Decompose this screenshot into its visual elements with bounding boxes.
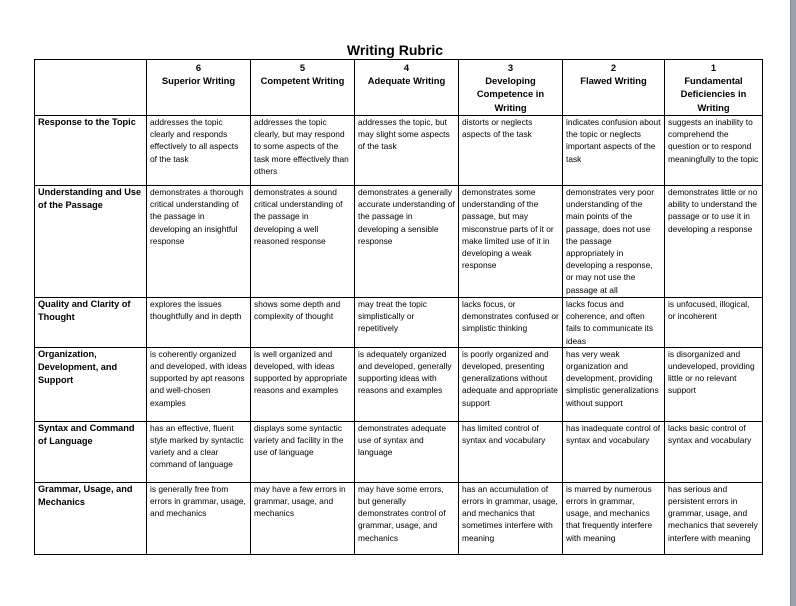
rubric-cell: shows some depth and complexity of thought [251,298,355,348]
rubric-cell: demonstrates a generally accurate understanding of the passage in developing a sensible response [355,186,459,298]
rubric-cell: has inadequate control of syntax and vocabulary [563,421,665,482]
rubric-cell: lacks focus and coherence, and often fails to communicate its ideas [563,298,665,348]
table-row [35,347,763,421]
criterion-cell: Quality and Clarity of Thought [35,298,147,348]
rubric-cell: indicates confusion about the topic or neglects important aspects of the task [563,116,665,186]
level-header: 2 Flawed Writing [563,60,665,116]
rubric-cell: displays some syntactic variety and facility in the use of language [251,421,355,482]
criterion-cell: Grammar, Usage, and Mechanics [35,482,147,554]
rubric-cell: lacks basic control of syntax and vocabulary [665,421,763,482]
criterion-cell: Organization, Development, and Support [35,347,147,421]
rubric-cell: demonstrates little or no ability to understand the passage or to use it in developing a response [665,186,763,298]
document-title: Writing Rubric [346,42,444,58]
rubric-cell: has very weak organization and development, providing simplistic generalizations without support [563,347,665,421]
level-header: 5 Competent Writing [251,60,355,116]
rubric-cell: is well organized and developed, with ideas supported by appropriate reasons and examples [251,347,355,421]
rubric-cell: distorts or neglects aspects of the task [459,116,563,186]
rubric-cell: may have a few errors in grammar, usage, and mechanics [251,482,355,554]
rubric-cell: is coherently organized and developed, with ideas supported by apt reasons and well-chosen examples [147,347,251,421]
rubric-cell: is generally free from errors in grammar, usage, and mechanics [147,482,251,554]
rubric-cell: has an effective, fluent style marked by syntactic variety and a clear command of language [147,421,251,482]
header-corner [35,60,147,116]
table-row [35,421,763,482]
level-header: 6 Superior Writing [147,60,251,116]
rubric-cell: has an accumulation of errors in grammar, usage, and mechanics that sometimes interfere with meaning [459,482,563,554]
rubric-cell: is unfocused, illogical, or incoherent [665,298,763,348]
rubric-cell: has limited control of syntax and vocabulary [459,421,563,482]
rubric-cell: explores the issues thoughtfully and in depth [147,298,251,348]
rubric-cell: addresses the topic clearly and responds effectively to all aspects of the task [147,116,251,186]
rubric-cell: is marred by numerous errors in grammar, usage, and mechanics that frequently interfere with meaning [563,482,665,554]
rubric-cell: demonstrates adequate use of syntax and language [355,421,459,482]
criterion-cell: Response to the Topic [35,116,147,186]
table-row [35,482,763,554]
rubric-cell: is disorganized and undeveloped, providing little or no relevant support [665,347,763,421]
rubric-cell: may have some errors, but generally demonstrates control of grammar, usage, and mechanics [355,482,459,554]
rubric-cell: is adequately organized and developed, generally supporting ideas with reasons and examples [355,347,459,421]
rubric-cell: demonstrates some understanding of the passage, but may misconstrue parts of it or make limited use of it in developing a weak response [459,186,563,298]
level-header: 1 Fundamental Deficiencies in Writing [665,60,763,116]
rubric-cell: has serious and persistent errors in grammar, usage, and mechanics that severely interfere with meaning [665,482,763,554]
rubric-cell: lacks focus, or demonstrates confused or simplistic thinking [459,298,563,348]
rubric-cell: suggests an inability to comprehend the question or to respond meaningfully to the topic [665,116,763,186]
rubric-cell: addresses the topic clearly, but may respond to some aspects of the task more effectively than others [251,116,355,186]
table-row [35,186,763,298]
header-row [35,60,763,116]
table-row [35,116,763,186]
rubric-cell: may treat the topic simplistically or repetitively [355,298,459,348]
level-header: 3 Developing Competence in Writing [459,60,563,116]
rubric-cell: demonstrates a thorough critical understanding of the passage in developing an insightful response [147,186,251,298]
rubric-cell: demonstrates a sound critical understanding of the passage in developing a well reasoned response [251,186,355,298]
rubric-cell: addresses the topic, but may slight some aspects of the task [355,116,459,186]
rubric-cell: demonstrates very poor understanding of the main points of the passage, does not use the passage appropriately in developing a response, or may not use the passage at all [563,186,665,298]
criterion-cell: Understanding and Use of the Passage [35,186,147,298]
level-header: 4 Adequate Writing [355,60,459,116]
table-row [35,298,763,348]
criterion-cell: Syntax and Command of Language [35,421,147,482]
rubric-table [34,59,763,555]
rubric-cell: is poorly organized and developed, presenting generalizations without adequate and appropriate support [459,347,563,421]
